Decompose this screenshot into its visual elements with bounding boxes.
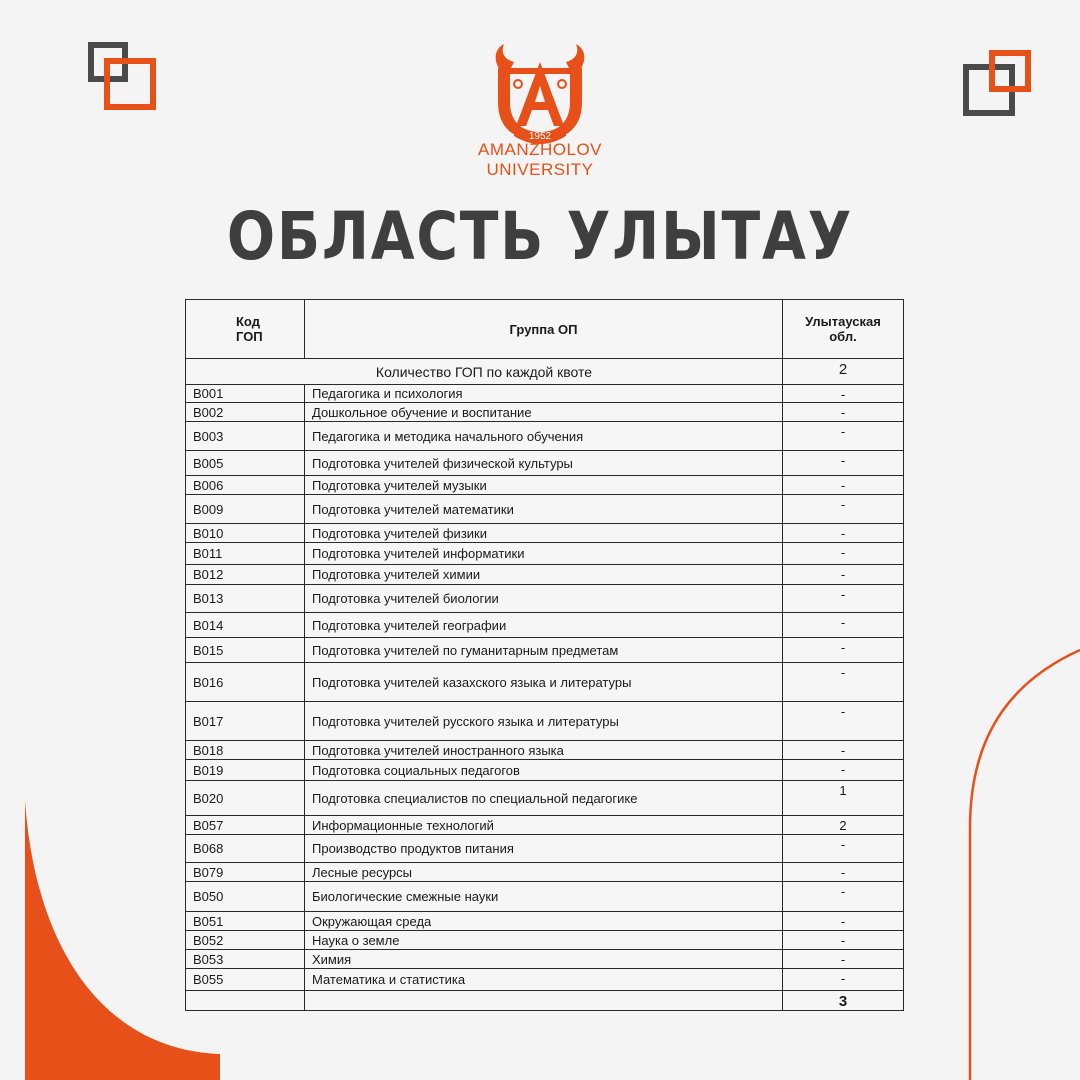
row-quota-value: - <box>783 638 904 663</box>
row-quota-value: - <box>783 663 904 702</box>
row-group-name: Подготовка учителей казахского языка и литературы <box>305 663 783 702</box>
row-quota-value: - <box>783 969 904 991</box>
row-quota-value: - <box>783 760 904 781</box>
row-quota-value: 2 <box>783 816 904 835</box>
table-row <box>186 476 904 495</box>
row-code: B009 <box>186 495 305 524</box>
orange-square-outline <box>989 50 1031 92</box>
row-group-name: Информационные технологий <box>305 816 783 835</box>
table-row <box>186 835 904 863</box>
quota-table <box>185 299 904 1011</box>
row-group-name: Подготовка учителей математики <box>305 495 783 524</box>
row-group-name: Математика и статистика <box>305 969 783 991</box>
row-quota-value: - <box>783 741 904 760</box>
table-row <box>186 781 904 816</box>
table-row <box>186 524 904 543</box>
table-row <box>186 585 904 613</box>
row-group-name: Подготовка учителей музыки <box>305 476 783 495</box>
row-quota-value: - <box>783 585 904 613</box>
summary-label: Количество ГОП по каждой квоте <box>186 359 783 385</box>
row-quota-value: - <box>783 495 904 524</box>
row-group-name: Подготовка учителей по гуманитарным предметам <box>305 638 783 663</box>
row-group-name: Биологические смежные науки <box>305 882 783 912</box>
row-group-name: Подготовка учителей физики <box>305 524 783 543</box>
row-code: B013 <box>186 585 305 613</box>
table-row <box>186 638 904 663</box>
row-quota-value: - <box>783 882 904 912</box>
row-quota-value: - <box>783 912 904 931</box>
table-row <box>186 422 904 451</box>
table-row <box>186 950 904 969</box>
row-group-name: Подготовка специалистов по специальной педагогике <box>305 781 783 816</box>
row-quota-value: - <box>783 702 904 741</box>
row-group-name: Педагогика и психология <box>305 385 783 403</box>
row-group-name: Лесные ресурсы <box>305 863 783 882</box>
row-code: B015 <box>186 638 305 663</box>
row-group-name: Подготовка учителей химии <box>305 565 783 585</box>
logo-line-1: AMANZHOLOV <box>477 140 603 159</box>
row-code: B068 <box>186 835 305 863</box>
row-quota-value: - <box>783 422 904 451</box>
decorative-squares-left <box>88 42 158 112</box>
quota-table-container <box>185 299 903 1011</box>
total-row <box>186 991 904 1011</box>
table-row <box>186 816 904 835</box>
row-group-name: Педагогика и методика начального обучения <box>305 422 783 451</box>
row-quota-value: - <box>783 950 904 969</box>
table-row <box>186 863 904 882</box>
table-row <box>186 495 904 524</box>
row-code: B019 <box>186 760 305 781</box>
header-region: Улытауская обл. <box>783 300 904 359</box>
header-code: Код ГОП <box>186 300 305 359</box>
row-code: B001 <box>186 385 305 403</box>
table-row <box>186 912 904 931</box>
row-quota-value: - <box>783 403 904 422</box>
table-row <box>186 403 904 422</box>
table-row <box>186 565 904 585</box>
row-quota-value: - <box>783 451 904 476</box>
table-row <box>186 385 904 403</box>
row-code: B005 <box>186 451 305 476</box>
total-value: 3 <box>783 991 904 1011</box>
logo-wordmark <box>440 140 640 180</box>
row-group-name: Химия <box>305 950 783 969</box>
row-group-name: Подготовка учителей биологии <box>305 585 783 613</box>
row-code: B003 <box>186 422 305 451</box>
row-code: B011 <box>186 543 305 565</box>
row-group-name: Наука о земле <box>305 931 783 950</box>
row-quota-value: - <box>783 543 904 565</box>
row-code: B020 <box>186 781 305 816</box>
row-code: B006 <box>186 476 305 495</box>
table-header-row <box>186 300 904 359</box>
row-code: B051 <box>186 912 305 931</box>
row-quota-value: - <box>783 613 904 638</box>
row-quota-value: - <box>783 863 904 882</box>
header-group: Группа ОП <box>305 300 783 359</box>
row-group-name: Производство продуктов питания <box>305 835 783 863</box>
row-quota-value: - <box>783 476 904 495</box>
row-code: B016 <box>186 663 305 702</box>
row-code: B012 <box>186 565 305 585</box>
row-code: B002 <box>186 403 305 422</box>
row-code: B018 <box>186 741 305 760</box>
row-code: B010 <box>186 524 305 543</box>
row-group-name: Подготовка учителей географии <box>305 613 783 638</box>
row-code: B017 <box>186 702 305 741</box>
row-group-name: Подготовка учителей физической культуры <box>305 451 783 476</box>
table-row <box>186 741 904 760</box>
row-quota-value: - <box>783 565 904 585</box>
table-row <box>186 882 904 912</box>
row-quota-value: - <box>783 835 904 863</box>
row-group-name: Подготовка социальных педагогов <box>305 760 783 781</box>
row-code: B057 <box>186 816 305 835</box>
row-quota-value: 1 <box>783 781 904 816</box>
row-group-name: Дошкольное обучение и воспитание <box>305 403 783 422</box>
total-empty-cell <box>305 991 783 1011</box>
row-group-name: Подготовка учителей иностранного языка <box>305 741 783 760</box>
table-row <box>186 702 904 741</box>
row-code: B050 <box>186 882 305 912</box>
decorative-arc-right <box>968 648 1080 1080</box>
logo-line-2: UNIVERSITY <box>486 160 594 179</box>
row-group-name: Подготовка учителей информатики <box>305 543 783 565</box>
table-row <box>186 931 904 950</box>
row-quota-value: - <box>783 524 904 543</box>
row-code: B052 <box>186 931 305 950</box>
summary-value: 2 <box>783 359 904 385</box>
table-row <box>186 969 904 991</box>
decorative-squares-right <box>963 50 1035 118</box>
decorative-corner-left <box>25 800 220 1080</box>
table-row <box>186 663 904 702</box>
row-code: B055 <box>186 969 305 991</box>
row-code: B079 <box>186 863 305 882</box>
row-quota-value: - <box>783 385 904 403</box>
table-row <box>186 543 904 565</box>
orange-square-outline <box>104 58 156 110</box>
row-group-name: Окружающая среда <box>305 912 783 931</box>
page-title: ОБЛАСТЬ УЛЫТАУ <box>226 198 854 275</box>
row-code: B053 <box>186 950 305 969</box>
table-row <box>186 451 904 476</box>
table-row <box>186 613 904 638</box>
row-group-name: Подготовка учителей русского языка и литературы <box>305 702 783 741</box>
table-row <box>186 760 904 781</box>
row-code: B014 <box>186 613 305 638</box>
summary-row <box>186 359 904 385</box>
logo-year: 1952 <box>528 131 552 142</box>
row-quota-value: - <box>783 931 904 950</box>
